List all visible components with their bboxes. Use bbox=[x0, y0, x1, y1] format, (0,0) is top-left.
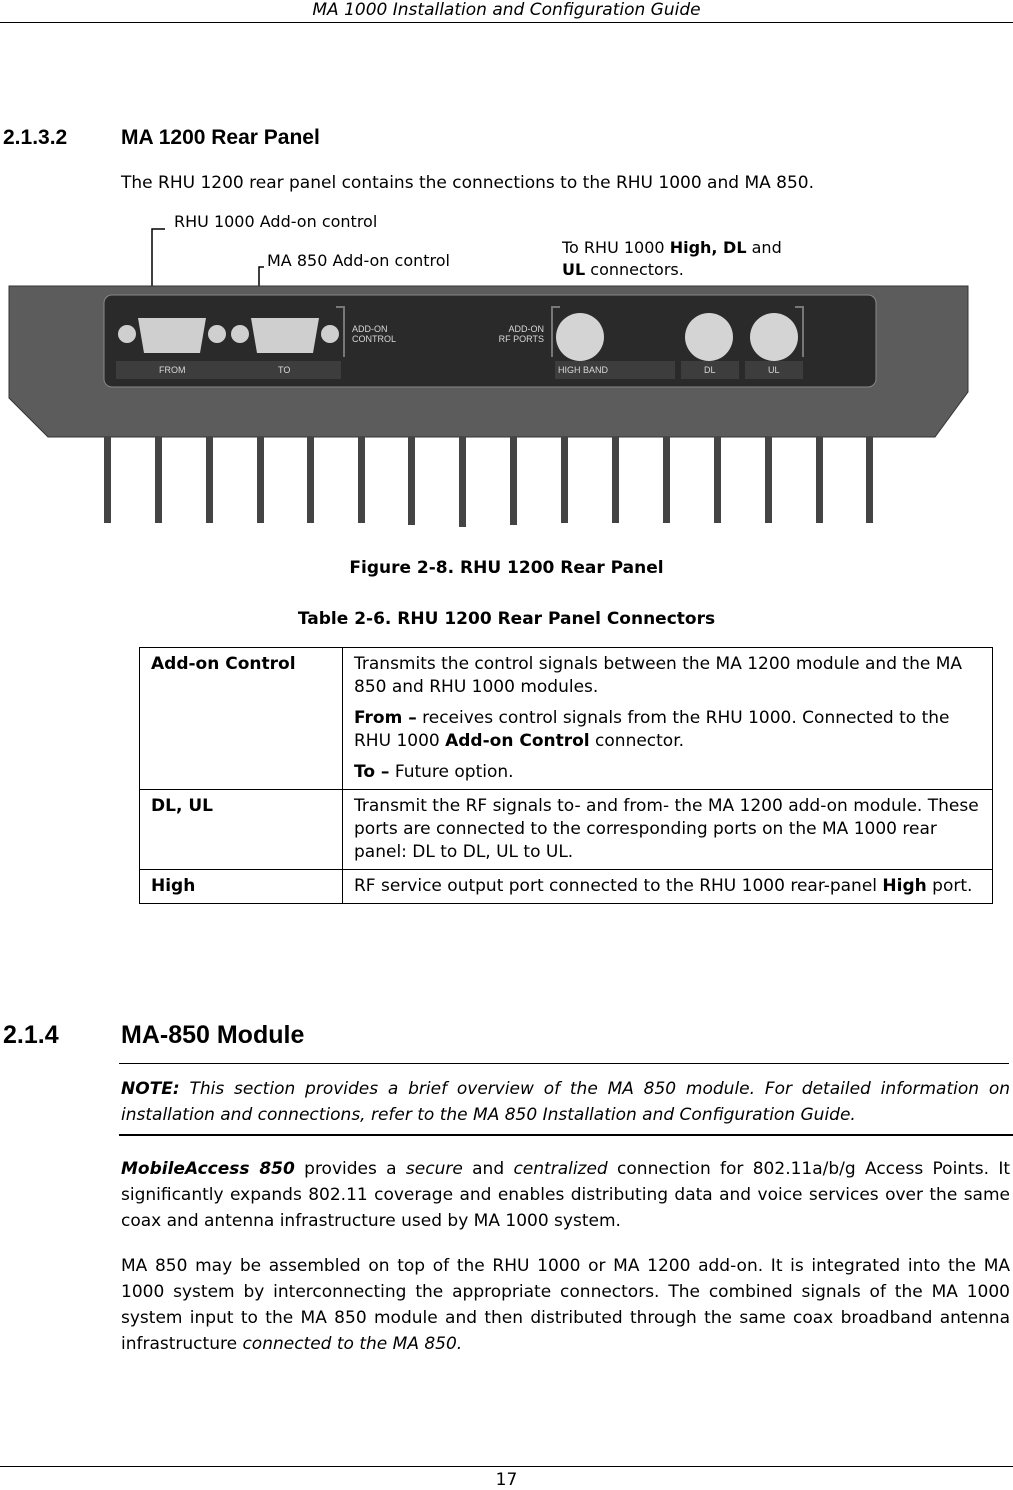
note-bottom-rule bbox=[119, 1134, 1013, 1136]
section-number: 2.1.3.2 bbox=[3, 126, 68, 149]
section-intro: The RHU 1200 rear panel contains the connections to the RHU 1000 and MA 850. bbox=[121, 173, 814, 193]
dl-port bbox=[685, 313, 733, 361]
cell-description: Transmit the RF signals to- and from- the MA 1200 add-on module. These ports are connected to the corresponding ports on the MA 1000 rear panel: DL to DL, UL to UL. bbox=[343, 790, 993, 870]
cell-name: High bbox=[140, 870, 343, 904]
label-addon-rf-2: RF PORTS bbox=[498, 334, 544, 344]
callout-ma850-addon: MA 850 Add-on control bbox=[267, 251, 450, 270]
running-header: MA 1000 Installation and Configuration Guide bbox=[312, 0, 701, 20]
paragraph-mobileaccess: MobileAccess 850 provides a secure and centralized connection for 802.11a/b/g Access Points. It significantly expands 802.11 coverage and enables distributing data and voice services over the same coax and antenna infrastructure used by MA 1000 system. bbox=[121, 1159, 1010, 1231]
cooling-fins bbox=[104, 437, 873, 527]
table-row bbox=[140, 790, 993, 870]
table-caption: Table 2-6. RHU 1200 Rear Panel Connectors bbox=[297, 609, 716, 629]
table-row bbox=[140, 870, 993, 904]
paragraph-ma850: MA 850 may be assembled on top of the RHU 1000 or MA 1200 add-on. It is integrated into the MA 1000 system by interconnecting the appropriate connectors. The combined signals of the MA 1000 system input to the MA 850 module and then distributed through the same coax broadband antenna infrastructure connected to the MA 850. bbox=[121, 1256, 1010, 1354]
header-rule bbox=[0, 22, 1013, 23]
callout-rhu-addon: RHU 1000 Add-on control bbox=[174, 212, 378, 231]
label-high-band: HIGH BAND bbox=[558, 365, 609, 375]
connectors-table bbox=[139, 647, 993, 904]
label-addon-rf-1: ADD-ON bbox=[508, 324, 544, 334]
table-row bbox=[140, 648, 993, 790]
label-dl: DL bbox=[704, 365, 716, 375]
section-title: MA 1200 Rear Panel bbox=[121, 126, 320, 149]
ul-port bbox=[750, 313, 798, 361]
cell-name: DL, UL bbox=[140, 790, 343, 870]
label-addon-control-2: CONTROL bbox=[352, 334, 397, 344]
figure-caption: Figure 2-8. RHU 1200 Rear Panel bbox=[349, 558, 664, 578]
note-top-rule bbox=[119, 1063, 1009, 1064]
callout-rf-connectors: To RHU 1000 High, DL and UL connectors. bbox=[562, 238, 782, 279]
page-number: 17 bbox=[495, 1470, 518, 1490]
label-ul: UL bbox=[768, 365, 780, 375]
label-addon-control-1: ADD-ON bbox=[352, 324, 388, 334]
cell-description: RF service output port connected to the RHU 1000 rear-panel High port. bbox=[343, 870, 993, 904]
label-from: FROM bbox=[159, 365, 186, 375]
cell-description: Transmits the control signals between the MA 1200 module and the MA 850 and RHU 1000 modules. From – receives control signals from the RHU 1000. Connected to the RHU 1000 Add-on Control connector. To – Future option. bbox=[343, 648, 993, 790]
cell-name: Add-on Control bbox=[140, 648, 343, 790]
footer-rule bbox=[0, 1466, 1013, 1467]
rear-panel-figure bbox=[0, 215, 1013, 530]
high-band-port bbox=[556, 313, 604, 361]
label-to: TO bbox=[278, 365, 291, 375]
note-block: NOTE: This section provides a brief overview of the MA 850 module. For detailed information on installation and connections, refer to the MA 850 Installation and Configuration Guide. bbox=[121, 1079, 1010, 1125]
section-number: 2.1.4 bbox=[3, 1021, 59, 1049]
section-title: MA-850 Module bbox=[121, 1021, 305, 1049]
